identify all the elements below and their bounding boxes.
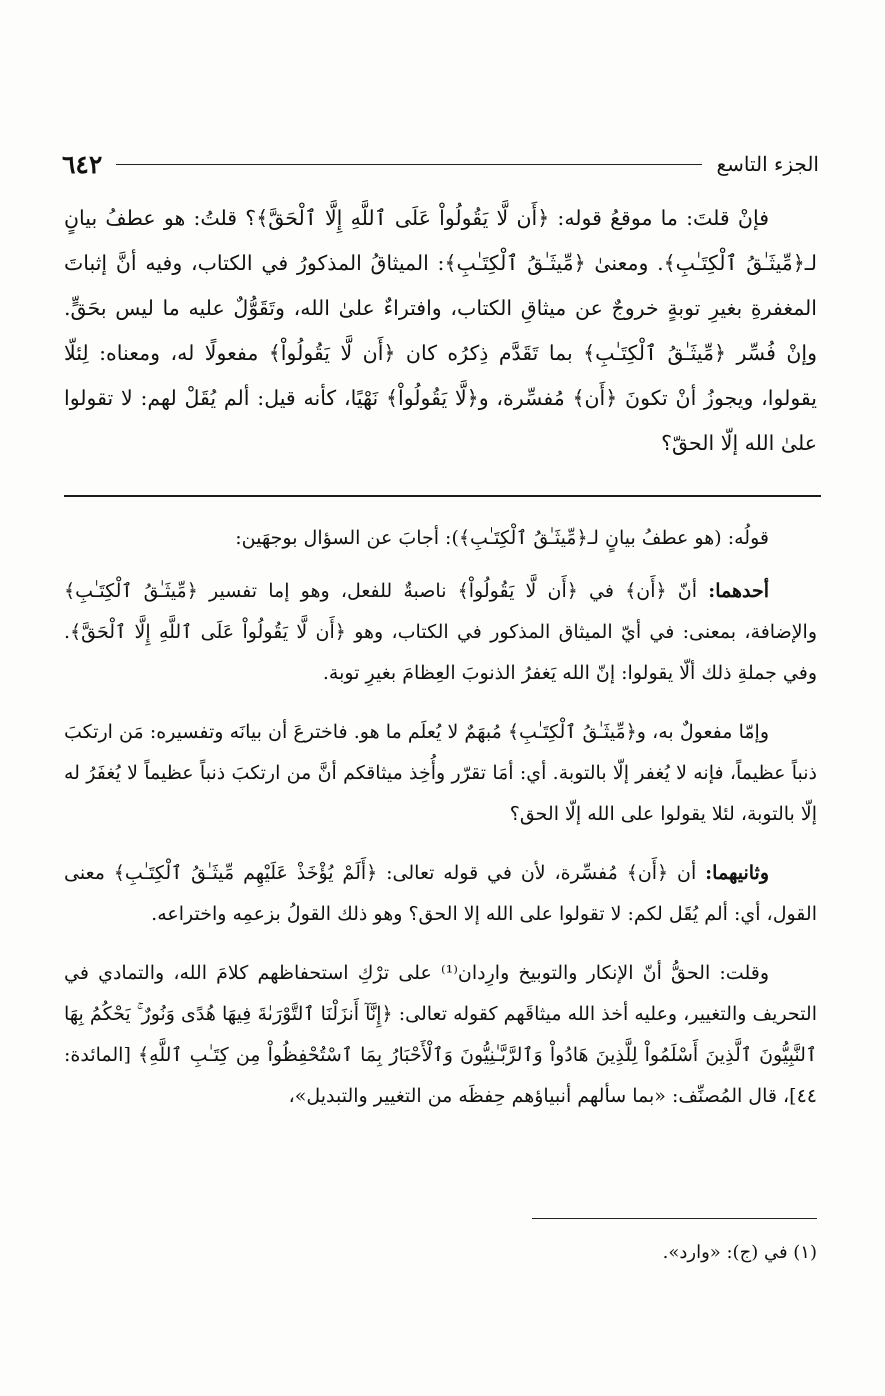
- footnote-rule: [532, 1218, 817, 1219]
- page-number: ٦٤٢: [62, 149, 103, 179]
- header-rule: [116, 164, 702, 165]
- commentary-last-paragraph: وقلت: الحقُّ أنّ الإنكار والتوبيخ وارِدان⁽¹⁾ على ترْكِ استحفاظهم كلامَ الله، والتمادي في التحريف والتغيير، وعليه أخذ الله ميثاقَهم كقوله تعالى: ﴿إِنَّآ أَنزَلْنَا ٱلتَّوْرَىٰةَ فِيهَا هُدًى وَنُورٌ ۚ يَحْكُمُ بِهَا ٱلنَّبِيُّونَ ٱلَّذِينَ أَسْلَمُواْ لِلَّذِينَ هَادُواْ وَٱلرَّبَّـٰنِيُّونَ وَٱلْأَحْبَارُ بِمَا ٱسْتُحْفِظُواْ مِن كِتَـٰبِ ٱللَّهِ﴾ [المائدة: ٤٤]، قال المُصنِّف: «بما سألهم أنبياؤهم حِفظَه من التغيير والتبديل»،: [64, 962, 817, 1107]
- second-body: أن ﴿أَن﴾ مُفسِّرة، لأن في قوله تعالى: ﴿أَلَمْ يُؤْخَذْ عَلَيْهِم مِّيثَـٰقُ ٱلْكِتَـٰبِ﴾ معنى القول، أي: ألم يُقَل لكم: لا تقولوا على الله إلا الحق؟ وهو ذلك القولُ بزعمِه واختراعه.: [64, 862, 817, 925]
- main-paragraph: فإنْ قلتَ: ما موقعُ قوله: ﴿أَن لَّا يَقُولُواْ عَلَى ٱللَّهِ إِلَّا ٱلْحَقَّ﴾؟ قلتُ: هو عطفُ بيانٍ لـ﴿مِّيثَـٰقُ ٱلْكِتَـٰبِ﴾. ومعنىٰ ﴿مِّيثَـٰقُ ٱلْكِتَـٰبِ﴾: الميثاقُ المذكورُ في الكتاب، وفيه أنَّ إثباتَ المغفرةِ بغيرِ توبةٍ خروجٌ عن ميثاقِ الكتاب، وافتراءٌ علىٰ الله، وتَقَوُّلٌ عليه ما ليس بحَقٍّ. وإنْ فُسِّر ﴿مِّيثَـٰقُ ٱلْكِتَـٰبِ﴾ بما تَقَدَّم ذِكرُه كان ﴿أَن لَّا يَقُولُواْ﴾ مفعولًا له، ومعناه: لِئلّا يقولوا، ويجوزُ أنْ تكونَ ﴿أَن﴾ مُفسِّرة، و﴿لَّا يَقُولُواْ﴾ نَهْيًا، كأنه قيل: ألم يُقَلْ لهم: لا تقولوا علىٰ الله إلّا الحقّ؟: [64, 206, 817, 455]
- commentary-first-point: [64, 571, 817, 694]
- first-body: أنّ ﴿أَن﴾ في ﴿أَن لَّا يَقُولُواْ﴾ ناصبةٌ للفعل، وهو إما تفسير ﴿مِّيثَـٰقُ ٱلْكِتَـٰبِ﴾ والإضافة، بمعنى: في أيّ الميثاق المذكور في الكتاب، وهو ﴿أَن لَّا يَقُولُواْ عَلَى ٱللَّهِ إِلَّا ٱلْحَقَّ﴾. وفي جملةِ ذلك ألّا يقولوا: إنّ الله يَغفرُ الذنوبَ العِظامَ بغيرِ توبة.: [64, 580, 817, 684]
- second-heading: وثانيهما:: [705, 862, 769, 884]
- first-heading: أحدهما:: [708, 580, 769, 602]
- part-title: الجزء التاسع: [716, 152, 819, 176]
- footnote: (١) في (ج): «وارد».: [662, 1242, 817, 1263]
- main-text: [64, 196, 817, 466]
- commentary: [64, 518, 817, 1135]
- section-divider: [64, 495, 821, 497]
- commentary-second-paragraph: وإمّا مفعولٌ به، و﴿مِّيثَـٰقُ ٱلْكِتَـٰبِ﴾ مُبهَمٌ لا يُعلَم ما هو. فاخترعَ أن بيانَه وتفسيره: مَن ارتكبَ ذنباً عظيماً، فإنه لا يُغفر إلّا بالتوبة. أي: أمَا تقرّر وأُخِذ ميثاقكم أنَّ من ارتكبَ ذنباً عظيماً لا يُغفَرُ له إلّا بالتوبة، لئلا يقولوا على الله إلّا الحق؟: [64, 721, 817, 825]
- commentary-intro: قولُه: (هو عطفُ بيانٍ لـ﴿مِّيثَـٰقُ ٱلْكِتَـٰبِ﴾): أجابَ عن السؤال بوجهَين:: [235, 527, 769, 549]
- commentary-second-point: [64, 853, 817, 935]
- page-header: [62, 142, 819, 186]
